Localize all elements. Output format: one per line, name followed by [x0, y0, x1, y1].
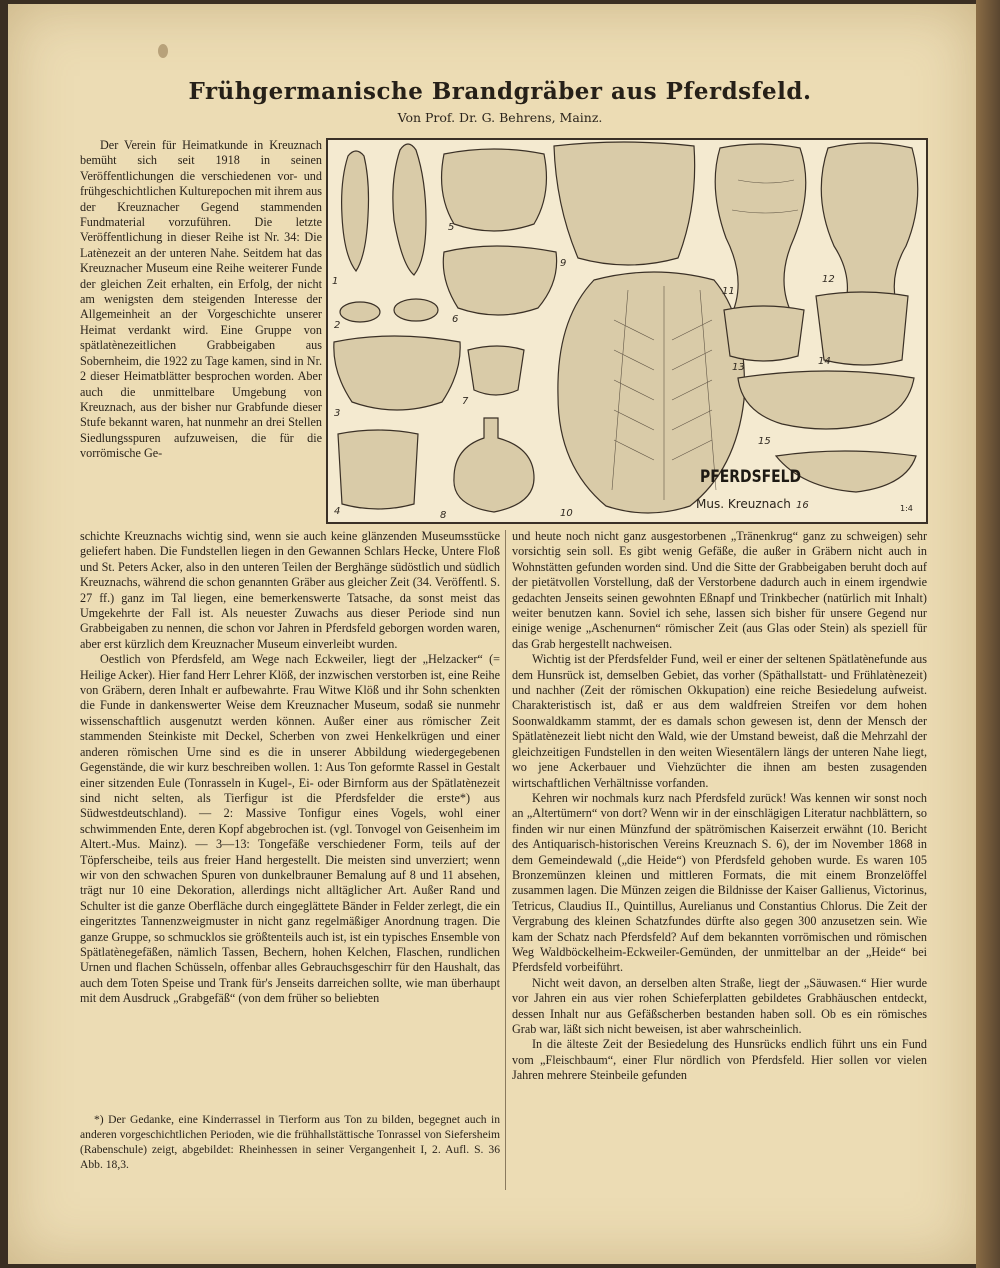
paragraph: Der Verein für Heimatkunde in Kreuznach bemüht sich seit 1918 in seinen Veröffentlichungen die verschiedenen vor- und frühgeschichtlichen Kulturepochen mit ihrem aus der Kreuznacher Gegend stammenden Fundmaterial vorzuführen. Die letzte Veröffentlichung in dieser Reihe ist Nr. 34: Die Latènezeit an der unteren Nahe. Seitdem hat das Kreuznacher Museum eine Reihe weiterer Funde der gleichen Zeit erhalten, ein Erfolg, der nicht am wenigsten dem steigenden Interesse der Allgemeinheit an der Vorgeschichte unserer Heimat verdankt wird. Eine Gruppe von spätlatènezeitlichen Grabbeigaben aus Sobernheim, die 1922 zu Tage kamen, sind in Nr. 2 dieser Heimatblätter besprochen worden. Aber auch die unmittelbare Umgebung von Kreuznach, aus der bisher nur Grabfunde dieser Stufe bekannt waren, hat nunmehr an drei Stellen Siedlungsspuren aufzuweisen, die für die vorrömische Ge-	[80, 138, 322, 461]
paragraph: Wichtig ist der Pferdsfelder Fund, weil er einer der seltenen Spätlatènefunde aus dem Hunsrück ist, demselben Gebiet, das vorher (Späthallstatt- und Frühlatènezeit) und nachher (Zeit der römischen Okkupation) eine reiche Besiedelung aufweist. Charakteristisch ist, daß er aus dem waldfreien Streifen vor dem hohen Soonwaldkamm stammt, der es damals schon gewesen ist, denn der Mensch der Spätlatènezeit liebt nicht den Wald, wie der Umstand beweist, daß die Mehrzahl der gleichzeitigen Fundstellen in den weiten Wiesentälern längs der unteren Nahe liegt, wo jene Ackerbauer und Viehzüchter die ihnen am besten zusagenden wirtschaftlichen Verhältnisse vorfanden.	[512, 652, 927, 790]
figure-number: 11	[722, 286, 735, 297]
figure-number: 15	[758, 436, 771, 447]
paragraph: Kehren wir nochmals kurz nach Pferdsfeld zurück! Was kennen wir sonst noch an „Altertümern“ von dort? Wenn wir in der einschlägigen Literatur nachblättern, so finden wir nur einen Münzfund der spätrömischen Kaiserzeit erwähnt (10. Bericht des Antiquarisch-historischen Vereins Kreuznach S. 6), der im November 1868 in dem Gemeindewald („die Heide“) von Pferdsfeld gehoben wurde. Es waren 105 Bronzemünzen kleinen und mittleren Formats, die mit einem Bronzelöffel zusammen lagen. Die Münzen zeigen die Bildnisse der Kaiser Gallienus, Victorinus, Tetricus, Claudius II., Quintillus, Aurelianus und Constantius Chlorus. Die Zeit der Vergrabung des kleinen Schatzfundes dürfte also gegen 300 anzusetzen sein. Wie kam der Schatz nach Pferdsfeld? Auf dem bekannten vorrömischen und römischen Weg Waldböckelheim-Eckweiler-Gemünden, der unmittelbar an der „Heide“ bei Pferdsfeld vorbeiführt.	[512, 790, 927, 975]
footnote	[80, 1112, 500, 1172]
figure-scale: 1:4	[900, 504, 913, 513]
figure-number: 9	[560, 258, 567, 269]
page-edge	[976, 0, 1000, 1268]
figure-number: 10	[560, 508, 573, 519]
figure-label: PFERDSFELD	[700, 467, 802, 487]
pottery-drawing	[328, 140, 926, 522]
figure-number: 16	[796, 500, 809, 511]
figure-museum: Mus. Kreuznach	[696, 497, 791, 511]
paragraph: und heute noch nicht ganz ausgestorbenen „Tränenkrug“ ganz zu schweigen) sehr vorsichtig sein soll. Es gibt wenig Gefäße, die außer in Gräbern nicht auch in Wohnstätten gefunden worden sind. Und die Sitte der Grabbeigaben beruht doch auf der pietätvollen Vorstellung, daß der Verstorbene dadurch auch in einem irgendwie gedachten Jenseits seinen gewohnten Eßnapf und Trinkbecher (natürlich mit Inhalt) weiter benutzen kann. Soviel ich sehe, lassen sich bisher für unsere Gegend nur einige wenige „Aschenurnen“ römischer Zeit (aus Glas oder Stein) als speziell für das Grab hergestellt nachweisen.	[512, 529, 927, 651]
figure-number: 8	[440, 510, 447, 521]
figure-number: 14	[818, 356, 831, 367]
text-column-right	[512, 529, 927, 1084]
footnote-text: *) Der Gedanke, eine Kinderrassel in Tierform aus Ton zu bilden, begegnet auch in anderen vorgeschichtlichen Perioden, wie die frühhallstättische Tonrassel von Siefersheim (Rabenschule) zeigt, abgebildet: Rheinhessen in seiner Vergangenheit I, 2. Aufl. S. 36 Abb. 18,3.	[80, 1113, 500, 1171]
figure-number: 5	[448, 222, 455, 233]
figure-number: 3	[334, 408, 341, 419]
figure-number: 7	[462, 396, 469, 407]
binding-hole	[158, 44, 168, 58]
article-title: Frühgermanische Brandgräber aus Pferdsfeld.	[188, 78, 812, 105]
column-rule	[505, 530, 506, 1190]
text-column-left-bottom	[80, 529, 500, 1007]
paragraph: Nicht weit davon, an derselben alten Straße, liegt der „Säuwasen.“ Hier wurde vor Jahren ein aus vier rohen Schieferplatten gebildetes Grabhäuschen entdeckt, dessen Inhalt nur aus Gefäßscherben bestanden haben soll. Ob es ein römisches Grab war, läßt sich nicht beweisen, ist aber wahrscheinlich.	[512, 975, 927, 1036]
figure-number: 13	[732, 362, 745, 373]
figure-number: 12	[822, 274, 835, 285]
figure-number: 1	[332, 276, 339, 287]
figure-number: 6	[452, 314, 459, 325]
pottery-illustration	[326, 138, 928, 524]
article-byline: Von Prof. Dr. G. Behrens, Mainz.	[397, 110, 603, 125]
text-column-left-top	[80, 138, 322, 462]
paragraph: In die älteste Zeit der Besiedelung des Hunsrücks endlich führt uns ein Fund vom „Fleischbaum“, einer Flur nördlich von Pferdsfeld. Hier sollen vor vielen Jahren mehrere Steinbeile gefunden	[512, 1037, 927, 1083]
paragraph: schichte Kreuznachs wichtig sind, wenn sie auch keine glänzenden Museumsstücke geliefert haben. Die Fundstellen liegen in den Gewannen Schlars Hecke, Untere Floß und St. Peters Acker, also in den unteren Teilen der Berghänge südöstlich und südlich Kreuznachs, während die schon genannten Gräber aus gleicher Zeit (34. Veröffentl. S. 27 ff.) ganz im Tal liegen, eine bemerkenswerte Tatsache, da sonst meist das Umgekehrte der Fall ist. Als neuester Zuwachs aus dieser Periode sind nun Grabbeigaben zu nennen, die schon vor Jahren in Pferdsfeld geborgen worden waren, aber erst kürzlich dem Kreuznacher Museum einverleibt wurden.	[80, 529, 500, 651]
figure-number: 4	[334, 506, 341, 517]
paragraph: Oestlich von Pferdsfeld, am Wege nach Eckweiler, liegt der „Helzacker“ (= Heilige Acker). Hier fand Herr Lehrer Klöß, der inzwischen verstorben ist, eine Reihe von Gräbern, deren Inhalt er aufbewahrte. Frau Witwe Klöß und ihr Sohn schenkten die Funde in dankenswerter Weise dem Kreuznacher Museum, sodaß sie nunmehr wissenschaftlich ausgenutzt werden können. Außer einer aus römischer Zeit stammenden Steinkiste mit Deckel, Scherben von zwei Henkelkrügen und einer anderen römischen Urne sind es die in unserer Abbildung wiedergegebenen Gegenstände, die wir kurz beschreiben wollen. 1: Aus Ton geformte Rassel in Gestalt einer sitzenden Eule (Tonrasseln in Kugel-, Ei- oder Birnform aus der Spätlatènezeit sind nicht selten, als Tierfigur ist die Pferdsfelder die erste*) aus Südwestdeutschland). — 2: Massive Tonfigur eines Vogels, wohl einer schwimmenden Ente, deren Kopf abgebrochen ist. (vgl. Tonvogel von Geisenheim im Altert.-Mus. Mainz). — 3—13: Tongefäße verschiedener Form, teils auf der Töpferscheibe, teils aus freier Hand hergestellt. Die meisten sind unverziert; wenn wir von den schwachen Spuren von dunkelbrauner Bemalung auf 8 und 11 absehen, trägt nur 10 eine Dekoration, allerdings nicht alltäglicher Art. Außer Rand und Schulter ist die ganze Oberfläche durch eingeglättete Bänder in Felder zerlegt, die ein eingeritztes Tannenzweigmuster in nicht ganz regelmäßiger Anordnung tragen. Die ganze Gruppe, so schmucklos sie größtenteils auch ist, ist ein typisches Ensemble von Spätlatènegefäßen, nämlich Tassen, Bechern, hohen Kelchen, Flaschen, rundlichen Urnen und flachen Schüsseln, offenbar alles Gebrauchsgeschirr für den Haushalt, das auch dem Toten Speise und Trank für's Jenseits darreichen sollte, wie man überhaupt mit dem Ausdruck „Grabgefäß“ (von dem früher so beliebten	[80, 652, 500, 1006]
figure-number: 2	[334, 320, 341, 331]
